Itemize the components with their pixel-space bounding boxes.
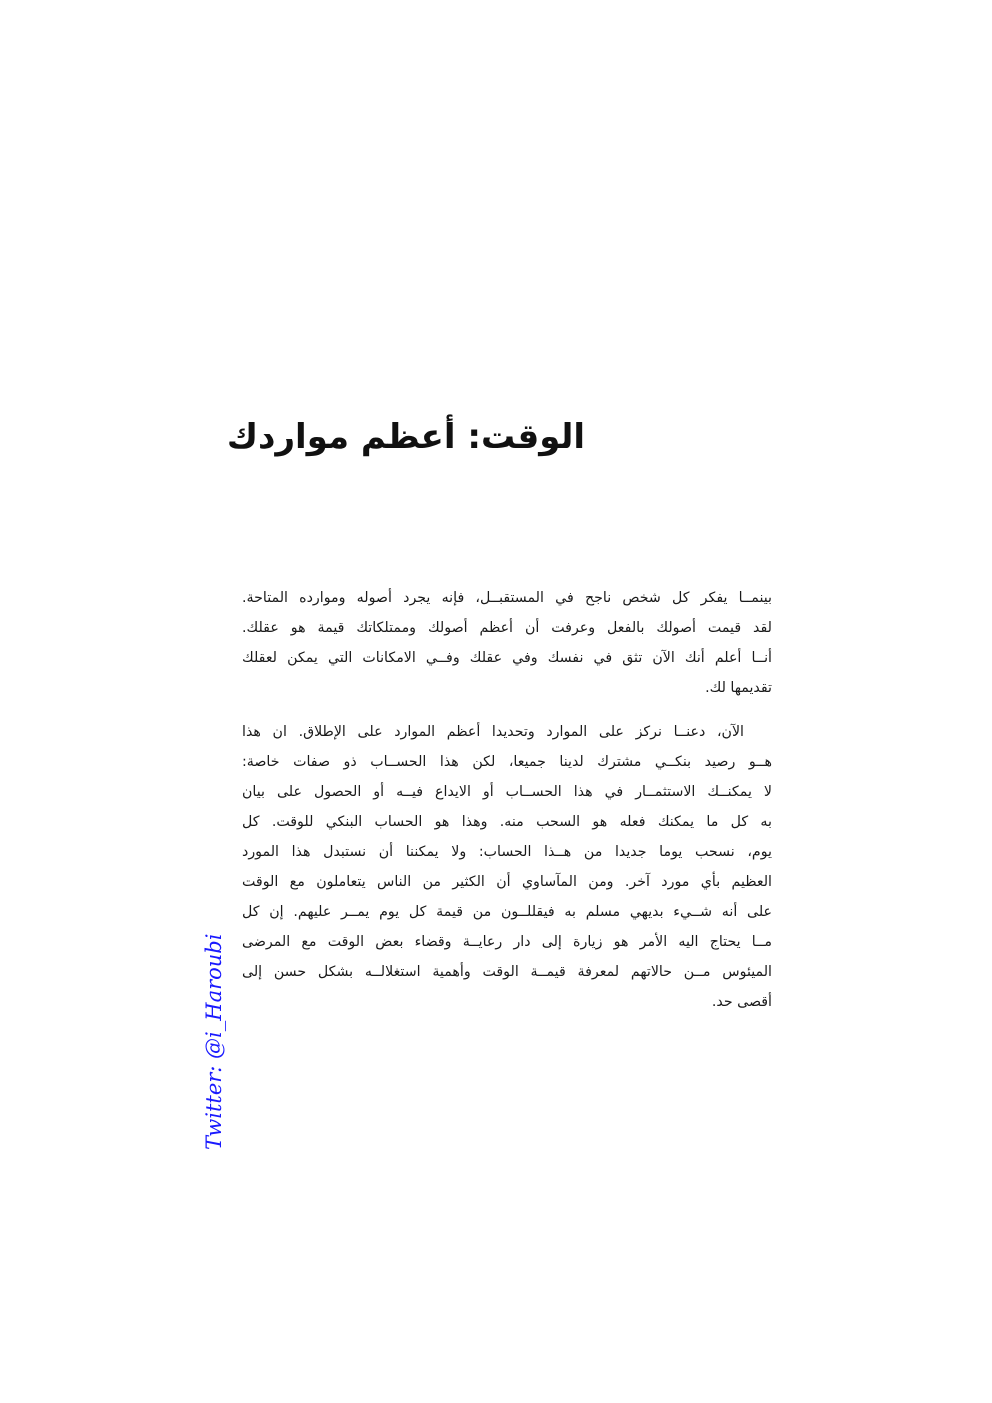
text-line: بينمــا يفكر كل شخص ناجح في المستقبــل، فإنه يجرد أصوله وموارده المتاحة. bbox=[242, 590, 772, 606]
text-line: به كل ما يمكنك فعله هو السحب منه. وهذا هو الحساب البنكي للوقت. كل bbox=[242, 814, 772, 830]
text-line: تقديمها لك. bbox=[705, 680, 772, 696]
text-line: الآن، دعنــا نركز على الموارد وتحديدا أعظم الموارد على الإطلاق. ان هذا bbox=[242, 724, 744, 740]
text-line: هــو رصيد بنكــي مشترك لدينا جميعا، لكن هذا الحســاب ذو صفات خاصة: bbox=[242, 754, 772, 770]
text-line: مــا يحتاج اليه الأمر هو زيارة إلى دار رعايــة وقضاء بعض الوقت مع المرضى bbox=[242, 934, 772, 950]
text-line: على أنه شــيء بديهي مسلم به فيقللــون من قيمة كل يوم يمــر عليهم. إن كل bbox=[242, 904, 772, 920]
text-line: أقصى حد. bbox=[711, 994, 772, 1010]
body-text bbox=[242, 583, 772, 1017]
text-line: لا يمكنــك الاستثمــار في هذا الحســاب أو الايداع فيــه أو الحصول على بيان bbox=[242, 784, 772, 800]
text-line: أنــا أعلم أنك الآن تثق في نفسك وفي عقلك وفــي الامكانات التي يمكن لعقلك bbox=[242, 650, 772, 666]
text-line: لقد قيمت أصولك بالفعل وعرفت أن أعظم أصولك وممتلكاتك قيمة هو عقلك. bbox=[242, 620, 772, 636]
twitter-watermark: Twitter: @i_Haroubi bbox=[202, 933, 226, 1150]
paragraph-2 bbox=[242, 717, 772, 1017]
chapter-title: الوقت: أعظم مواردك bbox=[226, 416, 585, 457]
text-line: الميئوس مــن حالاتهم لمعرفة قيمــة الوقت وأهمية استغلالــه بشكل حسن إلى bbox=[242, 964, 772, 980]
paragraph-1 bbox=[242, 583, 772, 703]
text-line: العظيم بأي مورد آخر. ومن المآساوي أن الكثير من الناس يتعاملون مع الوقت bbox=[242, 874, 772, 890]
text-line: يوم، نسحب يوما جديدا من هــذا الحساب: ولا يمكننا أن نستبدل هذا المورد bbox=[242, 844, 772, 860]
